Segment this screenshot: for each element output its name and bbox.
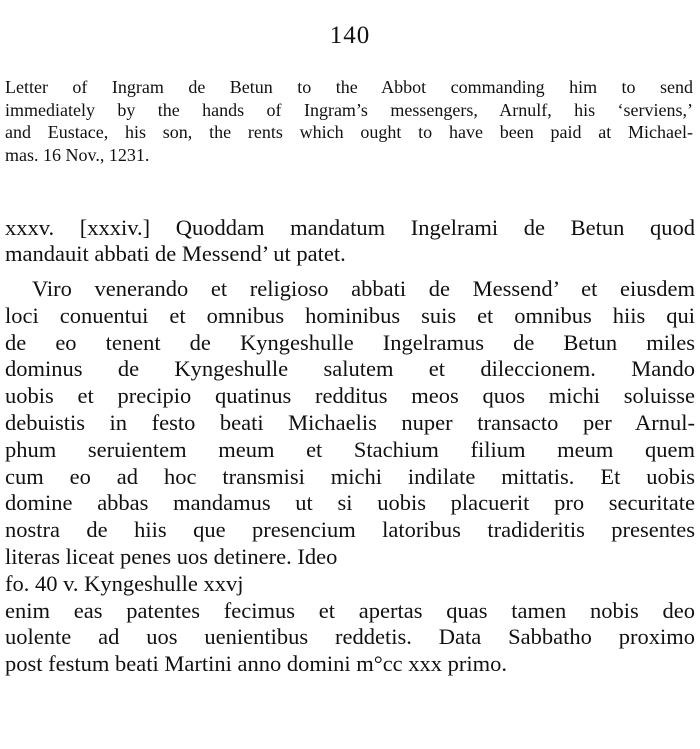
text-line: uolente ad uos uenientibus reddetis. Data Sabbatho proximo: [5, 624, 695, 650]
summary-line: immediately by the hands of Ingram’s messengers, Arnulf, his ‘serviens,’: [5, 99, 693, 120]
text-line: post festum beati Martini anno domini m°cc xxx primo.: [5, 651, 508, 677]
page-number: 140: [329, 22, 371, 49]
text-line: nostra de hiis que presencium latoribus tradideritis presentes: [5, 517, 695, 543]
text-line: cum eo ad hoc transmisi michi indilate mittatis. Et uobis: [5, 463, 695, 489]
charter-text: [5, 276, 695, 678]
text-line: literas liceat penes uos detinere. Ideo: [5, 543, 338, 569]
text-line: enim eas patentes fecimus et apertas quas tamen nobis deo: [5, 597, 695, 623]
text-line: loci conuentui et omnibus hominibus suis et omnibus hiis qui: [5, 302, 695, 328]
summary-line: Letter of Ingram de Betun to the Abbot commanding him to send: [5, 77, 693, 97]
text-line: uobis et precipio quatinus redditus meos quos michi soluisse: [5, 383, 695, 409]
text-line: dominus de Kyngeshulle salutem et dileccionem. Mando: [5, 356, 695, 382]
text-line: de eo tenent de Kyngeshulle Ingelramus de Betun miles: [5, 329, 695, 355]
text-line: debuistis in festo beati Michaelis nuper transacto per Arnul-: [5, 409, 695, 435]
text-line: Viro venerando et religioso abbati de Messend’ et eiusdem: [32, 276, 695, 301]
text-line: domine abbas mandamus ut si uobis placuerit pro securitate: [5, 490, 695, 516]
summary-paragraph: [5, 76, 693, 166]
heading-line: mandauit abbati de Messend’ ut patet.: [5, 241, 346, 266]
folio-reference: fo. 40 v. Kyngeshulle xxvj: [5, 570, 244, 596]
charter-heading: [5, 215, 695, 267]
summary-line: mas. 16 Nov., 1231.: [5, 144, 150, 165]
text-line: phum seruientem meum et Stachium filium meum quem: [5, 436, 695, 462]
heading-line: xxxv. [xxxiv.] Quoddam mandatum Ingelrami de Betun quod: [5, 215, 695, 240]
summary-line: and Eustace, his son, the rents which ought to have been paid at Michael-: [5, 122, 693, 142]
